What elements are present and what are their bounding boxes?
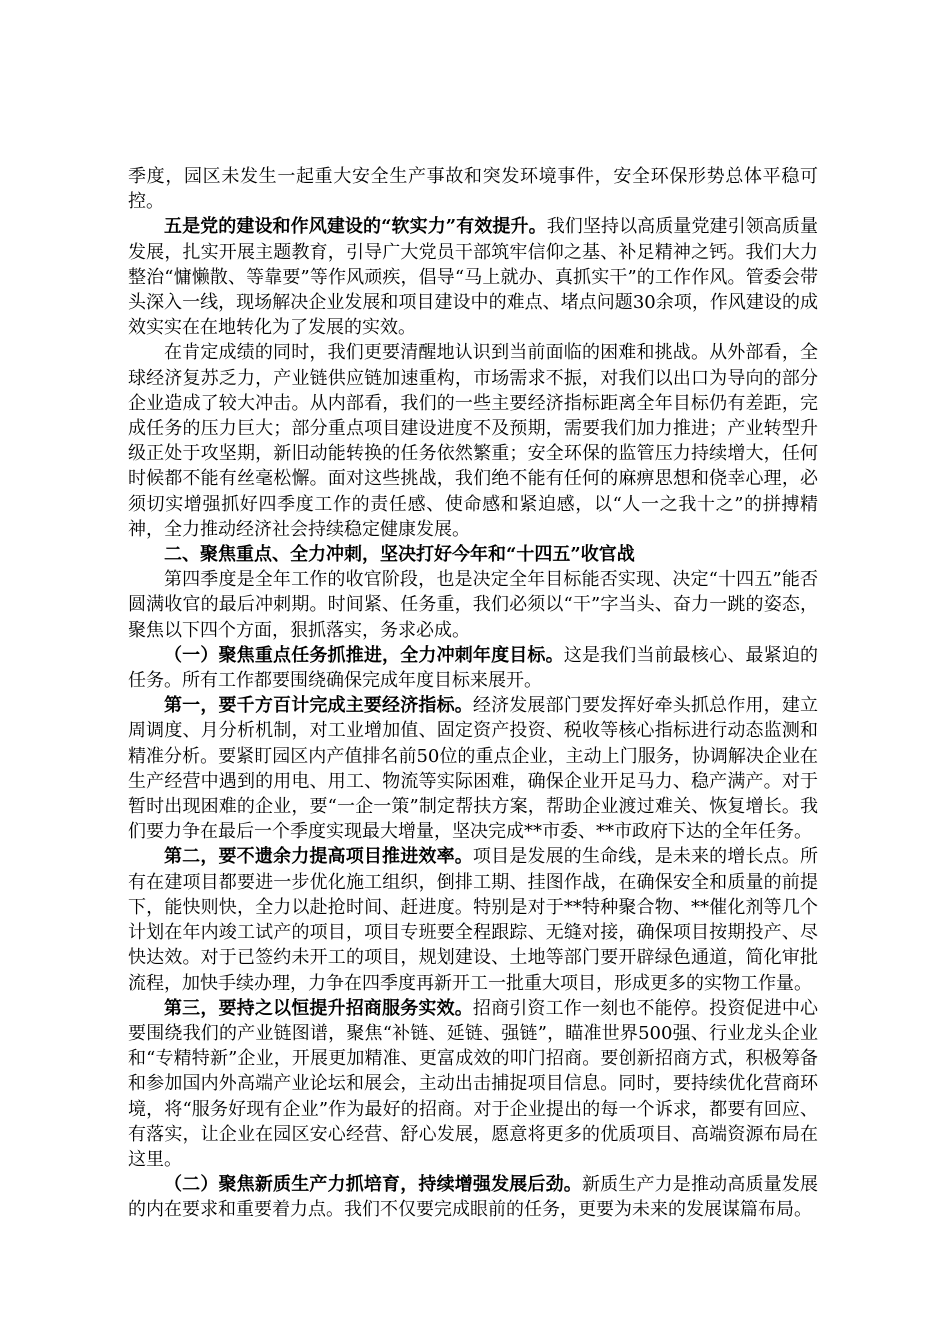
paragraph-safety-summary: [128, 164, 818, 214]
paragraph-party-building: [128, 214, 818, 340]
paragraph-lead: （二）聚焦新质生产力抓培育，持续增强发展后劲。: [164, 1174, 582, 1196]
paragraph-subsection-1: [128, 643, 818, 693]
paragraph-text: 第四季度是全年工作的收官阶段，也是决定全年目标能否实现、决定“十四五”能否圆满收官的最后冲刺期。时间紧、任务重，我们必须以“干”字当头、奋力一跳的姿态，聚焦以下四个方面，狠抓落实，务求必成。: [128, 569, 818, 641]
paragraph-text: 项目是发展的生命线，是未来的增长点。所有在建项目都要进一步优化施工组织，倒排工期、挂图作战，在确保安全和质量的前提下，能快则快，全力以赴抢时间、赶进度。特别是对于**特种聚合物、**催化剂等几个计划在年内竣工试产的项目，项目专班要全程跟踪、无缝对接，确保项目按期投产、尽快达效。对于已签约未开工的项目，规划建设、土地等部门要开辟绿色通道，简化审批流程，加快手续办理，力争在四季度再新开工一批重大项目，形成更多的实物工作量。: [128, 846, 819, 994]
paragraph-text: 季度，园区未发生一起重大安全生产事故和突发环境事件，安全环保形势总体平稳可控。: [128, 166, 818, 213]
paragraph-text: 我们坚持以高质量党建引领高质量发展，扎实开展主题教育，引导广大党员干部筑牢信仰之基、补足精神之钙。我们大力整治“慵懒散、等靠要”等作风顽疾，倡导“马上就办、真抓实干”的工作作风。管委会带头深入一线，现场解决企业发展和项目建设中的难点、堵点问题30余项，作风建设的成效实实在在地转化为了发展的实效。: [128, 216, 818, 339]
document-body: [128, 164, 818, 1223]
paragraph-challenges: [128, 340, 818, 542]
paragraph-lead: （一）聚焦重点任务抓推进，全力冲刺年度目标。: [164, 644, 564, 666]
paragraph-first-point: [128, 693, 818, 844]
paragraph-lead: 第三，要持之以恒提升招商服务实效。: [164, 997, 473, 1019]
section-heading-text: 二、聚焦重点、全力冲刺，坚决打好今年和“十四五”收官战: [164, 544, 635, 566]
paragraph-third-point: [128, 996, 818, 1172]
paragraph-lead: 第二，要不遗余力提高项目推进效率。: [164, 846, 473, 868]
paragraph-text: 新质生产力是推动高质量发展的内在要求和重要着力点。我们不仅要完成眼前的任务，更要为未来的发展谋篇布局。: [128, 1174, 819, 1221]
paragraph-text: 招商引资工作一刻也不能停。投资促进中心要围绕我们的产业链图谱，聚焦“补链、延链、强链”，瞄准世界500强、行业龙头企业和“专精特新”企业，开展更加精准、更富成效的叩门招商。要创新招商方式，积极筹备和参加国内外高端产业论坛和展会，主动出击捕捉项目信息。同时，要持续优化营商环境，将“服务好现有企业”作为最好的招商。对于企业提出的每一个诉求，都要有回应、有落实，让企业在园区安心经营、舒心发展，愿意将更多的优质项目、高端资源布局在这里。: [128, 997, 819, 1170]
paragraph-second-point: [128, 844, 818, 995]
section-heading-2: [128, 542, 818, 567]
paragraph-subsection-2: [128, 1172, 818, 1222]
paragraph-fourth-quarter: [128, 567, 818, 643]
paragraph-text: 经济发展部门要发挥好牵头抓总作用，建立周调度、月分析机制，对工业增加值、固定资产投资、税收等核心指标进行动态监测和精准分析。要紧盯园区内产值排名前50位的重点企业，主动上门服务，协调解决企业在生产经营中遇到的用电、用工、物流等实际困难，确保企业开足马力、稳产满产。对于暂时出现困难的企业，要“一企一策”制定帮扶方案，帮助企业渡过难关、恢复增长。我们要力争在最后一个季度实现最大增量，坚决完成**市委、**市政府下达的全年任务。: [128, 695, 819, 843]
paragraph-text: 这是我们当前最核心、最紧迫的任务。所有工作都要围绕确保完成年度目标来展开。: [128, 644, 819, 692]
paragraph-text: 在肯定成绩的同时，我们更要清醒地认识到当前面临的困难和挑战。从外部看，全球经济复苏乏力，产业链供应链加速重构，市场需求不振，对我们以出口为导向的部分企业造成了较大冲击。从内部看，我们的一些主要经济指标距离全年目标仍有差距，完成任务的压力巨大；部分重点项目建设进度不及预期，需要我们加力推进；产业转型升级正处于攻坚期，新旧动能转换的任务依然繁重；安全环保的监管压力持续增大，任何时候都不能有丝毫松懈。面对这些挑战，我们绝不能有任何的麻痹思想和侥幸心理，必须切实增强抓好四季度工作的责任感、使命感和紧迫感，以“人一之我十之”的拼搏精神，全力推动经济社会持续稳定健康发展。: [128, 342, 818, 540]
paragraph-lead: 五是党的建设和作风建设的“软实力”有效提升。: [164, 216, 547, 238]
paragraph-lead: 第一，要千方百计完成主要经济指标。: [164, 695, 473, 717]
